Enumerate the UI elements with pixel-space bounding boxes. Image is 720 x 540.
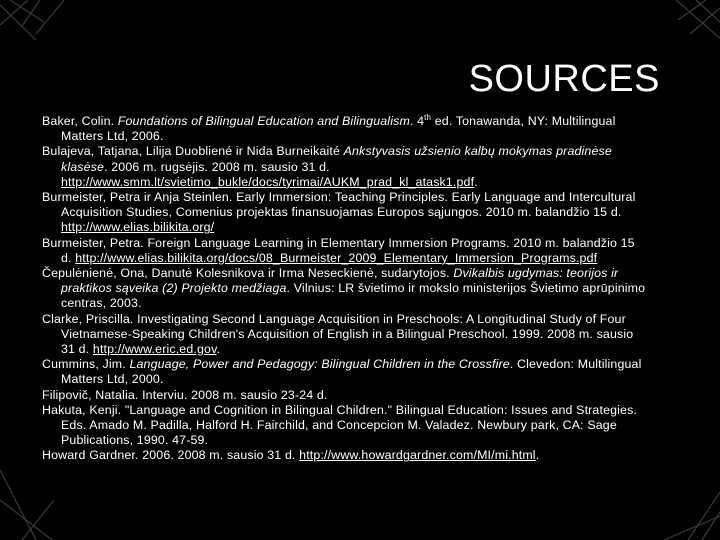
- reference-item: [42, 144, 648, 190]
- reference-text: Burmeister, Petra. Foreign Language Learning in Elementary Immersion Programs. 2010 m. balandžio 15 d.: [42, 235, 635, 265]
- reference-text: Hakuta, Kenji. "Language and Cognition in Bilingual Children." Bilingual Education: Issues and Strategies. Eds. Amado M. Padilla, Halford H. Fairchild, and Concepcion M. Valadez. Newbury park, CA: Sage Publications, 1990. 47-59.: [42, 402, 638, 448]
- reference-text: Filipovič, Natalia. Interviu. 2008 m. sausio 23-24 d.: [42, 387, 328, 402]
- reference-author: Cummins, Jim.: [42, 357, 130, 372]
- reference-item: [42, 357, 648, 387]
- reference-details: . Clevedon: Multilingual Matters Ltd, 2000.: [61, 357, 642, 387]
- reference-details: ed. Tonawanda, NY: Multilingual Matters Ltd, 2006.: [61, 114, 616, 144]
- reference-trailing-period: .: [216, 342, 221, 357]
- reference-item: [42, 114, 648, 144]
- reference-link[interactable]: http://www.elias.bilikita.org/docs/08_Burmeister_2009_Elementary_Immersion_Programs.pdf: [75, 250, 598, 265]
- reference-item: [42, 190, 648, 236]
- reference-text: Burmeister, Petra ir Anja Steinlen. Early Immersion: Teaching Principles. Early Language and Intercultural Acquisition Studies, Comenius projektas finansuojamas Europos sąjungos. 2010 m. balandžio 15 d.: [42, 190, 636, 220]
- reference-item: [42, 388, 648, 403]
- reference-item: [42, 448, 648, 463]
- reference-link[interactable]: http://www.smm.lt/svietimo_bukle/docs/tyrimai/AUKM_prad_kl_atask1.pdf: [61, 174, 475, 189]
- reference-text: Howard Gardner. 2006. 2008 m. sausio 31 d.: [42, 448, 300, 463]
- reference-link[interactable]: http://www.howardgardner.com/MI/mi.html: [299, 448, 536, 463]
- reference-title: Foundations of Bilingual Education and Bilingualism: [117, 114, 410, 128]
- slide-title: SOURCES: [468, 58, 660, 100]
- reference-title: Dvikalbis ugdymas: teorijos ir praktikos sąveika (2) Projekto medžiaga: [61, 266, 619, 296]
- reference-trailing-period: .: [535, 448, 540, 463]
- reference-title: Ankstyvasis užsienio kalbų mokymas pradinėse klasėse: [61, 144, 612, 174]
- reference-details: . Vilnius: LR švietimo ir mokslo ministerijos Švietimo aprūpinimo centras, 2003.: [61, 281, 646, 311]
- reference-link[interactable]: http://www.elias.bilikita.org/: [61, 220, 215, 235]
- reference-trailing-period: .: [474, 174, 478, 189]
- reference-link[interactable]: http://www.eric.ed.gov: [92, 342, 217, 357]
- reference-author: Čepulėnienė, Ona, Danutė Kolesnikova ir Irma Neseckienė, sudarytojos.: [42, 266, 454, 281]
- reference-author: Bulajeva, Tatjana, Lilija Duobliené ir Nida Burneikaité: [42, 144, 344, 159]
- reference-list: [42, 114, 648, 464]
- reference-item: [42, 403, 648, 449]
- reference-author: Baker, Colin.: [42, 114, 118, 128]
- reference-item: [42, 266, 648, 312]
- reference-title: Language, Power and Pedagogy: Bilingual Children in the Crossfire: [129, 357, 510, 372]
- reference-item: [42, 312, 648, 358]
- reference-edition-sup: th: [424, 112, 432, 122]
- reference-edition-number: . 4: [409, 114, 425, 128]
- reference-details: . 2006 m. rugsėjis. 2008 m. sausio 31 d.: [104, 159, 330, 174]
- reference-text: Clarke, Priscilla. Investigating Second Language Acquisition in Preschools: A Longitudinal Study of Four Vietnamese-Speaking Children's Acquisition of English in a Bilingual Preschool. 1999. 2008 m. sausio 31 d.: [42, 311, 634, 357]
- reference-item: [42, 236, 648, 266]
